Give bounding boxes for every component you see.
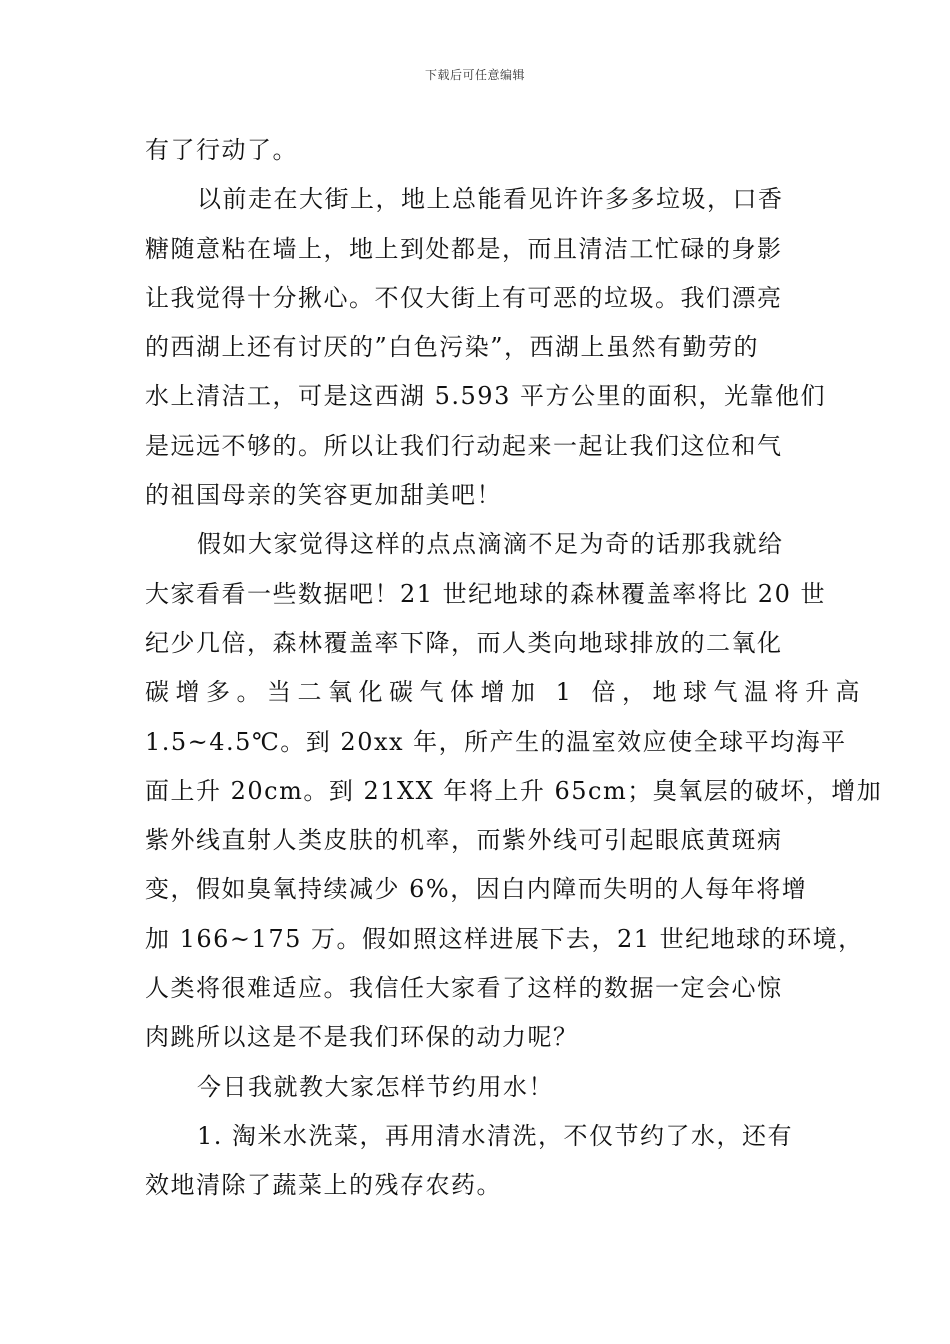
text-line: 碳增多。当二氧化碳气体增加 1 倍，地球气温将升高 [145,678,867,707]
text-line: 加 166~175 万。假如照这样进展下去，21 世纪地球的环境， [145,924,864,953]
text-line: 糖随意粘在墙上，地上到处都是，而且清洁工忙碌的身影 [145,234,783,263]
text-line: 肉跳所以这是不是我们环保的动力呢？ [145,1023,579,1052]
text-line: 水上清洁工，可是这西湖 5.593 平方公里的面积，光靠他们 [145,382,826,411]
text-line: 今日我就教大家怎样节约用水！ [197,1072,554,1101]
text-line: 1. 淘米水洗菜，再用清水清洗，不仅节约了水，还有 [197,1121,794,1150]
text-line: 的祖国母亲的笑容更加甜美吧！ [145,481,502,510]
text-line: 人类将很难适应。我信任大家看了这样的数据一定会心惊 [145,974,783,1003]
text-line: 大家看看一些数据吧！21 世纪地球的森林覆盖率将比 20 世 [145,579,826,608]
text-line: 紫外线直射人类皮肤的机率，而紫外线可引起眼底黄斑病 [145,826,783,855]
text-line: 变，假如臭氧持续减少 6%，因白内障而失明的人每年将增 [145,875,808,904]
text-line: 假如大家觉得这样的点点滴滴不足为奇的话那我就给 [197,530,784,559]
page-header: 下载后可任意编辑 [424,68,525,82]
text-line: 的西湖上还有讨厌的”白色污染”，西湖上虽然有勤劳的 [145,333,760,362]
text-line: 效地清除了蔬菜上的残存农药。 [145,1171,502,1200]
text-line: 1.5~4.5℃。到 20xx 年，所产生的温室效应使全球平均海平 [145,727,847,756]
document-body [145,126,883,1211]
text-line: 让我觉得十分揪心。不仅大街上有可恶的垃圾。我们漂亮 [145,283,783,312]
text-line: 以前走在大街上，地上总能看见许许多多垃圾，口香 [197,185,784,214]
text-line: 有了行动了。 [145,136,298,164]
text-line: 纪少几倍，森林覆盖率下降，而人类向地球排放的二氧化 [145,628,783,657]
text-line: 是远远不够的。所以让我们行动起来一起让我们这位和气 [145,431,783,460]
text-line: 面上升 20cm。到 21XX 年将上升 65cm；臭氧层的破坏，增加 [145,776,883,805]
